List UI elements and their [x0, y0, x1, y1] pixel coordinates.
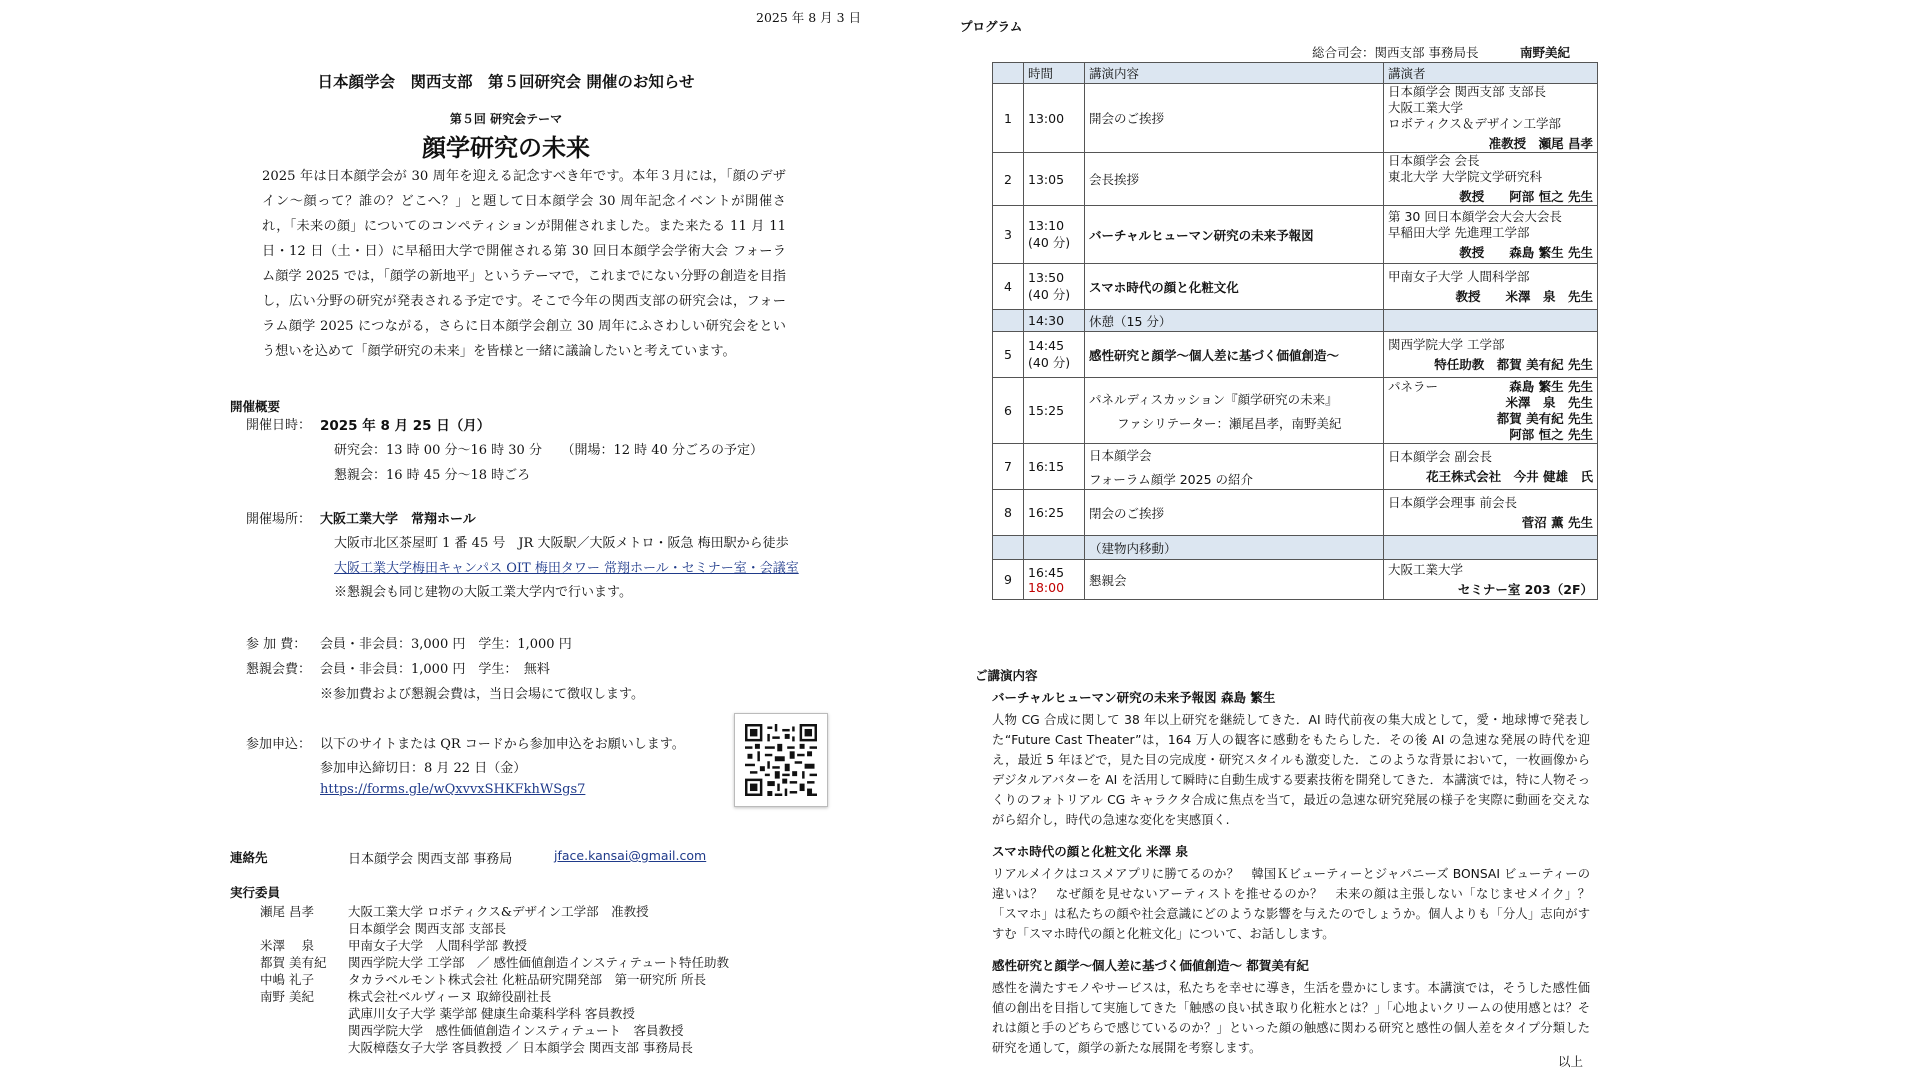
- speaker-affiliation: ロボティクス＆デザイン工学部: [1388, 116, 1562, 131]
- lecture-block: [992, 956, 1590, 1058]
- row-time: 13:00: [1028, 110, 1065, 126]
- datetime-label: 開催日時：: [246, 418, 312, 433]
- venue-label: 開催場所：: [246, 512, 312, 527]
- intro-paragraph: 2025 年は日本顔学会が 30 周年を迎える記念すべき年です。本年３月には，「顔のデザイン〜顔って？誰の？どこへ？」と題して日本顔学会 30 周年記念イベントが開催され，「未来の顔」についてのコンペティションが開催されました。また来たる 11 月 11 日・12 日（土・日）に早稲田大学で開催される第 30 回日本顔学会学術大会 フォーラム顔学 2025 では，「顔学の新地平」というテーマで，これまでにない分野の創造を目指し，広い分野の研究が発表される予定です。そこで今年の関西支部の研究会は，フォーラム顔学 2025 につながる，さらに日本顔学会創立 30 周年にふさわしい研究会をという想いを込めて「顔学研究の未来」を皆様と一緒に議論したいと考えています。: [262, 169, 786, 359]
- speaker-name: 菅沼 薫 先生: [1521, 514, 1593, 530]
- header-no: [993, 63, 1024, 84]
- lecture-description: 人物 CG 合成に関して 38 年以上研究を継続してきた．AI 時代前夜の集大成として，愛・地球博で発表した“Future Cast Theater”は，164 万人の観客に感動をもたらした．その後 AI の急速な発展の時代を迎え，最近 5 年ほどで，見た目の完成度・研究スタイルも激変した．このような背景において，一枚画像からデジタルアバターを AI を活用して瞬時に自動生成する要素技術を開発してきた．本講演では，特に人物そっくりのフォトリアル CG キャラクタ合成に焦点を当て，最近の急速な研究発展の様子を実際に動画を交えながら紹介し，時代の急速な変化を実感頂く.: [992, 713, 1590, 827]
- row-content: 開会のご挨拶: [1089, 111, 1165, 126]
- fee-note: ※参加費および懇親会費は，当日会場にて徴収します。: [320, 687, 644, 702]
- row-speaker-cell: [1384, 206, 1598, 264]
- lecture-list: [992, 688, 1603, 1070]
- theme-title: 顔学研究の未来: [422, 134, 590, 162]
- program-row: [993, 536, 1598, 560]
- program-table: [992, 62, 1598, 600]
- apply-instruction: 以下のサイトまたは QR コードから参加申込をお願いします。: [320, 737, 685, 752]
- row-time: 15:25: [1028, 403, 1065, 418]
- speaker-affiliation: パネラー: [1388, 378, 1439, 394]
- row-time: 13:50: [1028, 270, 1065, 285]
- program-row: [993, 332, 1598, 378]
- row-speaker-cell: [1384, 560, 1598, 600]
- row-content: 感性研究と顔学〜個人差に基づく価値創造〜: [1089, 347, 1340, 363]
- row-time-cell: [1024, 310, 1085, 332]
- lectures-heading: ご講演内容: [975, 668, 1038, 683]
- row-time: 16:45: [1028, 564, 1065, 580]
- row-number: 1: [993, 84, 1024, 153]
- row-number: [993, 536, 1024, 560]
- party-time: 懇親会：16 時 45 分〜18 時ごろ: [334, 468, 531, 483]
- apply-url-link[interactable]: https://forms.gle/wQxvvxSHKFkhWSgs7: [320, 782, 586, 797]
- program-heading: プログラム: [960, 19, 1023, 34]
- row-number: 4: [993, 264, 1024, 310]
- row-number: 3: [993, 206, 1024, 264]
- speaker-name: 教授 森島 繁生 先生: [1459, 244, 1593, 260]
- row-time-cell: [1024, 536, 1085, 560]
- row-content: スマホ時代の顔と化粧文化: [1089, 279, 1239, 295]
- issue-date: 2025 年 8 月 3 日: [756, 10, 862, 25]
- row-time-cell: [1024, 444, 1085, 490]
- row-time-cell: [1024, 264, 1085, 310]
- program-row: [993, 84, 1598, 153]
- program-row: [993, 378, 1598, 444]
- row-content: パネルディスカッション『顔学研究の未来』: [1089, 391, 1338, 407]
- program-row: [993, 206, 1598, 264]
- program-row: [993, 444, 1598, 490]
- committee-member-affiliation: 関西学院大学 感性価値創造インスティテュート 客員教授: [348, 1023, 684, 1038]
- lecture-title: スマホ時代の顔と化粧文化 米澤 泉: [992, 844, 1188, 859]
- contact-org: 日本顔学会 関西支部 事務局: [348, 852, 513, 867]
- row-content: 日本顔学会: [1089, 447, 1152, 463]
- row-speaker-cell: [1384, 378, 1598, 444]
- row-content-cell: [1085, 444, 1384, 490]
- lecture-block: [992, 842, 1603, 944]
- row-time: 14:30: [1028, 313, 1065, 328]
- row-speaker-cell: [1384, 536, 1598, 560]
- row-time: 14:45: [1028, 338, 1065, 353]
- row-time-cell: [1024, 153, 1085, 206]
- committee-member-name: 都賀 美有紀: [260, 955, 327, 970]
- committee-member-affiliation: 甲南女子大学 人間科学部 教授: [348, 938, 527, 953]
- left-page: [226, 0, 876, 1080]
- right-page: [960, 0, 1603, 1080]
- committee-member-name: 南野 美紀: [260, 989, 314, 1004]
- contact-heading: 連絡先: [230, 850, 268, 865]
- row-speaker-cell: [1384, 332, 1598, 378]
- speaker-affiliation: 日本顔学会 関西支部 支部長: [1388, 84, 1546, 99]
- row-number: 8: [993, 490, 1024, 536]
- panelist-name: 米澤 泉 先生: [1505, 394, 1593, 410]
- row-duration: 18:00: [1028, 579, 1065, 595]
- committee-member-affiliation: 日本顔学会 関西支部 支部長: [348, 921, 506, 936]
- row-speaker-cell: [1384, 490, 1598, 536]
- row-content: 懇親会: [1089, 572, 1127, 588]
- row-content-cell: [1085, 536, 1384, 560]
- row-time-cell: [1024, 332, 1085, 378]
- row-content: バーチャルヒューマン研究の未来予報図: [1089, 227, 1314, 243]
- apply-label: 参加申込：: [246, 737, 312, 752]
- speaker-name: 教授 阿部 恒之 先生: [1459, 189, 1593, 204]
- row-content: （建物内移動）: [1089, 540, 1177, 556]
- row-content-cell: [1085, 264, 1384, 310]
- panelist-name: 阿部 恒之 先生: [1509, 426, 1593, 442]
- row-number: 2: [993, 153, 1024, 206]
- row-content: 会長挨拶: [1089, 172, 1140, 187]
- speaker-affiliation: 東北大学 大学院文学研究科: [1388, 169, 1542, 184]
- committee-member-name: 瀬尾 昌孝: [260, 904, 314, 919]
- row-content-cell: [1085, 310, 1384, 332]
- mc-label: 総合司会：関西支部 事務局長: [1312, 45, 1479, 60]
- row-content-cell: [1085, 332, 1384, 378]
- speaker-affiliation: 甲南女子大学 人間科学部: [1388, 268, 1530, 284]
- speaker-affiliation: 日本顔学会 副会長: [1388, 448, 1492, 464]
- closing-mark: 以上: [1558, 1054, 1584, 1069]
- lecture-title: 感性研究と顔学〜個人差に基づく価値創造〜 都賀美有紀: [992, 958, 1309, 973]
- datetime-value: 2025 年 8 月 25 日（月）: [320, 418, 491, 434]
- row-duration: (40 分): [1028, 287, 1071, 302]
- program-row: [993, 264, 1598, 310]
- panelist-name: 森島 繁生 先生: [1509, 378, 1593, 394]
- qr-code[interactable]: [734, 713, 828, 807]
- row-time-cell: [1024, 560, 1085, 600]
- program-row: [993, 310, 1598, 332]
- row-number: 7: [993, 444, 1024, 490]
- row-speaker-cell: [1384, 84, 1598, 153]
- program-table-header: [993, 63, 1598, 84]
- row-speaker-cell: [1384, 310, 1598, 332]
- row-time: 13:05: [1028, 171, 1065, 187]
- row-speaker-cell: [1384, 444, 1598, 490]
- row-content-cell: [1085, 490, 1384, 536]
- mc-name: 南野美紀: [1520, 45, 1571, 60]
- header-speaker: 講演者: [1384, 63, 1598, 84]
- speaker-name: 准教授 瀬尾 昌孝: [1488, 136, 1593, 151]
- row-content-cell: [1085, 84, 1384, 153]
- row-duration: (40 分): [1028, 235, 1071, 250]
- row-time: 16:15: [1028, 459, 1065, 474]
- speaker-affiliation: 大阪工業大学: [1388, 100, 1464, 115]
- speaker-name: セミナー室 203（2F）: [1457, 581, 1593, 597]
- qr-code-icon: [745, 724, 817, 796]
- speaker-affiliation: 日本顔学会理事 前会長: [1388, 494, 1517, 510]
- row-number: 5: [993, 332, 1024, 378]
- theme-label: 第５回 研究会テーマ: [449, 112, 563, 126]
- session-time: 研究会：13 時 00 分〜16 時 30 分 （開場：12 時 40 分ごろの予定）: [334, 443, 763, 458]
- venue-link[interactable]: 大阪工業大学梅田キャンパス OIT 梅田タワー 常翔ホール・セミナー室・会議室: [334, 561, 799, 576]
- speaker-affiliation: 大阪工業大学: [1388, 561, 1464, 577]
- row-content: 閉会のご挨拶: [1089, 505, 1165, 521]
- header-time: 時間: [1024, 63, 1085, 84]
- row-duration: (40 分): [1028, 355, 1071, 370]
- apply-deadline: 参加申込締切日：8 月 22 日（金）: [320, 761, 527, 776]
- speaker-name: 教授 米澤 泉 先生: [1455, 288, 1593, 304]
- panelist-name: 都賀 美有紀 先生: [1496, 410, 1593, 426]
- party-fee-label: 懇親会費：: [246, 662, 312, 677]
- row-time-cell: [1024, 84, 1085, 153]
- committee-member-name: 米澤 泉: [260, 938, 314, 953]
- program-row: [993, 490, 1598, 536]
- row-time-cell: [1024, 378, 1085, 444]
- row-content-cell: [1085, 206, 1384, 264]
- row-speaker-cell: [1384, 264, 1598, 310]
- lecture-description: 感性を満たすモノやサービスは，私たちを幸せに導き，生活を豊かにします。本講演では，そうした感性価値の創出を目指して実施してきた「触感の良い拭き取り化粧水とは？」「心地よいクリームの使用感とは？それは顔と手のどちらで感じているのか？」といった顔の触感に関わる研究と感性の個人差をタイプ分類した研究を通して，顔学の新たな展開を考察します。: [992, 981, 1590, 1055]
- committee-member-affiliation: 武庫川女子大学 薬学部 健康生命薬科学科 客員教授: [348, 1006, 635, 1021]
- fee-label: 参 加 費：: [246, 637, 307, 652]
- program-row: [993, 153, 1598, 206]
- header-content: 講演内容: [1085, 63, 1384, 84]
- row-content-sub: ファシリテーター：瀬尾昌孝，南野美紀: [1117, 415, 1342, 431]
- lecture-title: バーチャルヒューマン研究の未来予報図 森島 繁生: [992, 690, 1276, 705]
- committee-member-affiliation: 大阪工業大学 ロボティクス&デザイン工学部 准教授: [348, 904, 649, 919]
- contact-email-link[interactable]: jface.kansai@gmail.com: [554, 848, 707, 863]
- row-time: 13:10: [1028, 218, 1065, 233]
- row-number: 9: [993, 560, 1024, 600]
- venue-note: ※懇親会も同じ建物の大阪工業大学内で行います。: [334, 585, 632, 600]
- venue-address: 大阪市北区茶屋町 1 番 45 号 JR 大阪駅／大阪メトロ・阪急 梅田駅から徒歩: [334, 536, 789, 551]
- speaker-affiliation: 日本顔学会 会長: [1388, 153, 1480, 168]
- notice-title: 日本顔学会 関西支部 第５回研究会 開催のお知らせ: [317, 73, 695, 91]
- speaker-affiliation: 第 30 回日本顔学会大会大会長: [1388, 208, 1562, 224]
- row-content: 休憩（15 分）: [1089, 313, 1172, 329]
- row-time-cell: [1024, 206, 1085, 264]
- row-number: [993, 310, 1024, 332]
- speaker-name: 花王株式会社 今井 健雄 氏: [1426, 468, 1593, 484]
- committee-member-affiliation: タカラベルモント株式会社 化粧品研究開発部 第一研究所 所長: [348, 972, 706, 987]
- overview-heading: 開催概要: [230, 399, 281, 414]
- committee-member-name: 中嶋 礼子: [260, 972, 314, 987]
- row-content-cell: [1085, 153, 1384, 206]
- fee-value: 会員・非会員：3,000 円 学生：1,000 円: [320, 637, 572, 652]
- speaker-name: 特任助教 都賀 美有紀 先生: [1434, 356, 1593, 372]
- row-number: 6: [993, 378, 1024, 444]
- speaker-affiliation: 関西学院大学 工学部: [1388, 336, 1505, 352]
- committee-heading: 実行委員: [230, 885, 281, 900]
- row-content-cell: [1085, 560, 1384, 600]
- committee-member-affiliation: 関西学院大学 工学部 ／ 感性価値創造インスティテュート特任助教: [348, 955, 729, 970]
- row-time-cell: [1024, 490, 1085, 536]
- committee-member-affiliation: 株式会社ベルヴィーヌ 取締役副社長: [348, 989, 552, 1004]
- lecture-block: [992, 688, 1590, 830]
- row-content-sub: フォーラム顔学 2025 の紹介: [1089, 471, 1254, 487]
- speaker-affiliation: 早稲田大学 先進理工学部: [1388, 224, 1530, 240]
- row-speaker-cell: [1384, 153, 1598, 206]
- party-fee-value: 会員・非会員：1,000 円 学生： 無料: [320, 662, 550, 677]
- venue-name: 大阪工業大学 常翔ホール: [320, 512, 476, 527]
- row-time: 16:25: [1028, 505, 1065, 520]
- committee-member-affiliation: 大阪樟蔭女子大学 客員教授 ／ 日本顔学会 関西支部 事務局長: [348, 1040, 693, 1055]
- lecture-description: リアルメイクはコスメアプリに勝てるのか？ 韓国Ｋビューティーとジャパニーズ BONSAI ビューティーの違いは？ なぜ顔を見せないアーティストを推せるのか？ 未来の顔は主張しない「なじませメイク」？ 「スマホ」は私たちの顔や社会意識にどのような影響を与えたのでしょうか。個人よりも「分人」志向がすすむ「スマホ時代の顔と化粧文化」について、お話しします。: [992, 867, 1603, 941]
- program-row: [993, 560, 1598, 600]
- row-content-cell: [1085, 378, 1384, 444]
